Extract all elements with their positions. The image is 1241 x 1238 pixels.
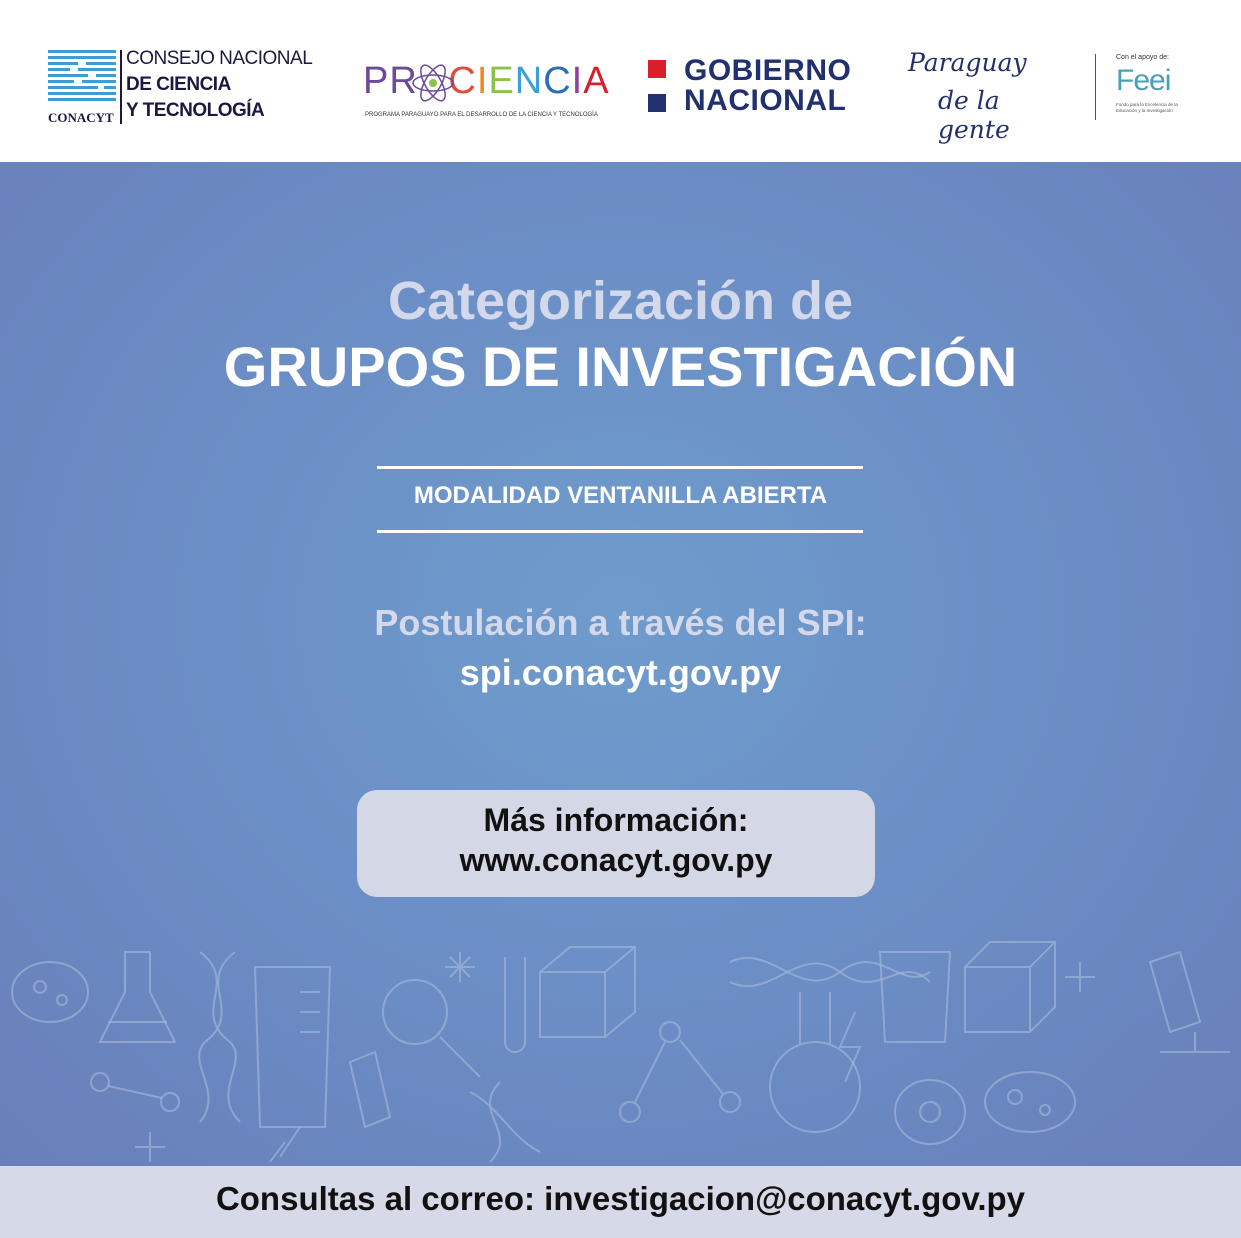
microscope2-icon <box>350 1052 390 1127</box>
postulacion-url[interactable]: spi.conacyt.gov.py <box>459 652 782 693</box>
logo-separator <box>1095 54 1096 120</box>
feei-full-name: Fondo para la Excelencia de la Educación y la Investigación <box>1116 102 1178 113</box>
round-flask-icon <box>770 992 860 1132</box>
microscope-icon <box>1150 952 1230 1052</box>
atom-icon <box>411 58 455 108</box>
info-box[interactable] <box>357 790 875 897</box>
molecule2-icon <box>91 1073 179 1111</box>
prociencia-wordmark <box>363 60 608 103</box>
prociencia-letter: E <box>488 60 515 102</box>
sparkle3-icon <box>135 1132 165 1162</box>
conacyt-name-line3: Y TECNOLOGÍA <box>126 100 265 121</box>
header <box>0 0 1241 162</box>
dna-strand-icon <box>730 958 930 986</box>
prociencia-letter: I <box>476 60 489 102</box>
conacyt-abbreviation: CONACYT <box>48 110 114 125</box>
beaker2-icon <box>880 952 950 1042</box>
cell-icon <box>985 1072 1075 1132</box>
modalidad-label: MODALIDAD VENTANILLA ABIERTA <box>413 482 828 509</box>
info-label: Más información: <box>483 802 749 838</box>
conacyt-logo <box>48 48 323 128</box>
prociencia-letter: P <box>363 60 390 102</box>
cube2-icon <box>965 942 1055 1032</box>
rule-bottom <box>377 530 863 533</box>
conacyt-name-line2: DE CIENCIA <box>126 74 231 95</box>
main-banner <box>0 162 1241 1166</box>
red-square-icon <box>648 60 666 78</box>
feei-logo <box>1112 54 1192 120</box>
conacyt-name-line1: CONSEJO NACIONAL <box>126 48 313 69</box>
support-label: Con el apoyo de: <box>1116 54 1169 61</box>
blue-square-icon <box>648 94 666 112</box>
sparkle2-icon <box>1065 962 1095 992</box>
prociencia-letter: R <box>389 60 418 102</box>
lightning2-icon <box>270 1127 300 1162</box>
divider <box>120 50 122 124</box>
paraguay-line2: de la gente <box>938 86 1010 144</box>
paraguay-line1: Paraguay <box>908 48 1027 77</box>
prociencia-logo <box>363 60 608 124</box>
title-line2: GRUPOS DE INVESTIGACIÓN <box>223 335 1018 398</box>
dna-icon <box>199 952 240 1122</box>
flask-icon <box>100 952 175 1042</box>
beaker-icon <box>255 967 330 1127</box>
prociencia-letter: C <box>543 60 572 102</box>
prociencia-letter: A <box>583 60 610 102</box>
science-pattern <box>0 932 1241 1166</box>
prociencia-letter: I <box>571 60 584 102</box>
cell2-icon <box>895 1080 965 1144</box>
gobierno-line2: NACIONAL <box>684 84 847 117</box>
molecule-icon <box>620 1022 740 1122</box>
sparkle-icon <box>445 952 475 982</box>
magnifier-icon <box>383 980 480 1077</box>
rule-top <box>377 466 863 469</box>
prociencia-subtitle: PROGRAMA PARAGUAYO PARA EL DESARROLLO DE LA CIENCIA Y TECNOLOGÍA <box>365 112 598 118</box>
contact-email-text[interactable]: Consultas al correo: investigacion@conacyt.gov.py <box>215 1180 1026 1217</box>
paraguay-de-la-gente-logo <box>908 48 1058 144</box>
prociencia-letter: C <box>448 60 477 102</box>
title-line1: Categorización de <box>387 271 854 331</box>
gobierno-line1: GOBIERNO <box>684 54 852 87</box>
bacteria-icon <box>12 962 88 1022</box>
gobierno-nacional-logo <box>648 56 873 120</box>
conacyt-emblem-icon <box>48 48 116 108</box>
postulacion-label: Postulación a través del SPI: <box>374 602 867 643</box>
test-tube-icon <box>505 957 525 1052</box>
feei-wordmark: Feei <box>1116 64 1171 97</box>
prociencia-letter: N <box>514 60 544 102</box>
info-url[interactable]: www.conacyt.gov.py <box>459 842 773 878</box>
dna2-icon <box>470 1082 540 1162</box>
footer <box>0 1166 1241 1238</box>
cube-icon <box>540 947 635 1037</box>
